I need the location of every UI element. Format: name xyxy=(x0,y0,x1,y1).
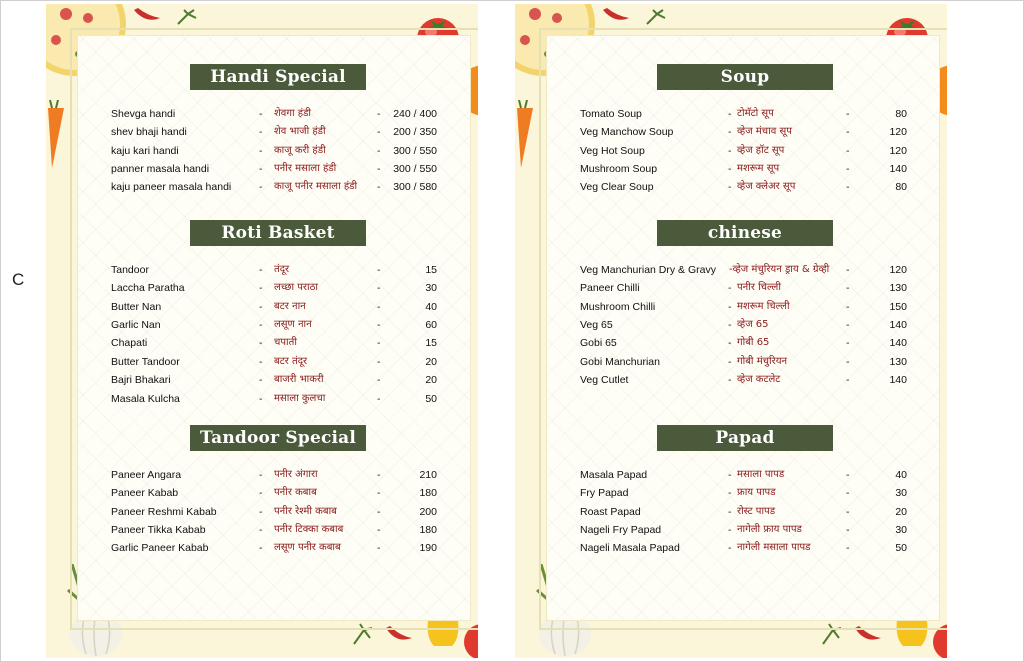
menu-item xyxy=(580,160,910,178)
menu-item xyxy=(111,160,451,178)
menu-page-right xyxy=(515,4,947,658)
menu-item xyxy=(580,105,910,123)
item-price: 140 xyxy=(889,319,907,331)
separator: - xyxy=(377,542,381,554)
item-price: 180 xyxy=(419,487,437,499)
leaf-decoration xyxy=(645,8,669,26)
item-local-name: पनीर मसाला हंडी xyxy=(274,163,337,174)
section-title-tandoor-special: Tandoor Special xyxy=(190,425,366,451)
separator: - xyxy=(259,524,263,536)
separator: - xyxy=(846,506,850,518)
item-name: Roast Papad xyxy=(580,506,641,518)
separator: - xyxy=(846,469,850,481)
item-local-name: लच्छा पराठा xyxy=(274,282,318,293)
separator: - xyxy=(259,469,263,481)
item-name: kaju paneer masala handi xyxy=(111,181,232,193)
item-name: Chapati xyxy=(111,337,148,349)
item-name: Mushroom Soup xyxy=(580,163,658,175)
item-price: 140 xyxy=(889,337,907,349)
side-label: C xyxy=(12,270,25,289)
item-local-name: फ्राय पापड xyxy=(737,487,776,498)
separator: - xyxy=(259,393,263,405)
separator: - xyxy=(377,301,381,313)
section-title-soup: Soup xyxy=(657,64,833,90)
menu-item xyxy=(111,390,451,408)
menu-item xyxy=(111,353,451,371)
item-local-name: लसूण नान xyxy=(274,319,312,330)
menu-item xyxy=(111,521,451,539)
item-name: Paneer Tikka Kabab xyxy=(111,524,206,536)
separator: - xyxy=(377,356,381,368)
item-price: 30 xyxy=(895,524,907,536)
item-name: Bajri Bhakari xyxy=(111,374,171,386)
item-price: 130 xyxy=(889,356,907,368)
menu-item xyxy=(111,123,451,141)
item-local-name: पनीर कबाब xyxy=(274,487,317,498)
item-price: 50 xyxy=(895,542,907,554)
separator: - xyxy=(846,337,850,349)
separator: - xyxy=(728,145,732,157)
menu-item xyxy=(580,521,910,539)
item-local-name: टोमॅटो सूप xyxy=(737,108,774,119)
menu-item xyxy=(580,484,910,502)
item-name: Mushroom Chilli xyxy=(580,301,656,313)
item-local-name: तंदूर xyxy=(274,264,290,275)
menu-item xyxy=(580,316,910,334)
separator: - xyxy=(259,374,263,386)
item-name: Veg Manchow Soup xyxy=(580,126,674,138)
item-price: 130 xyxy=(889,282,907,294)
separator: - xyxy=(728,487,732,499)
menu-item xyxy=(111,334,451,352)
item-local-name: पनीर अंगारा xyxy=(274,469,318,480)
menu-item xyxy=(580,279,910,297)
separator: - xyxy=(259,542,263,554)
item-price: 20 xyxy=(425,356,437,368)
separator: - xyxy=(377,319,381,331)
item-name: Veg Clear Soup xyxy=(580,181,654,193)
item-local-name: चपाती xyxy=(274,337,297,348)
item-price: 240 / 400 xyxy=(393,108,437,120)
separator: - xyxy=(846,301,850,313)
menu-item xyxy=(111,466,451,484)
item-local-name: पनीर टिक्का कबाब xyxy=(274,524,344,535)
item-price: 20 xyxy=(895,506,907,518)
separator: - xyxy=(728,126,732,138)
separator: - xyxy=(377,264,381,276)
separator: - xyxy=(377,145,381,157)
item-name: Butter Tandoor xyxy=(111,356,180,368)
item-name: Masala Kulcha xyxy=(111,393,180,405)
item-name: Paneer Angara xyxy=(111,469,182,481)
separator: - xyxy=(728,506,732,518)
item-local-name: -व्हेज मंचुरियन ड्राय & ग्रेव्ही xyxy=(729,264,830,275)
separator: - xyxy=(846,319,850,331)
carrot-decoration xyxy=(46,100,68,170)
item-local-name: काजू पनीर मसाला हंडी xyxy=(274,181,358,192)
item-price: 80 xyxy=(895,108,907,120)
separator: - xyxy=(259,163,263,175)
separator: - xyxy=(377,506,381,518)
item-price: 40 xyxy=(425,301,437,313)
menu-item xyxy=(111,142,451,160)
item-name: Gobi Manchurian xyxy=(580,356,660,368)
item-name: Paneer Reshmi Kabab xyxy=(111,506,217,518)
item-local-name: नागेली फ्राय पापड xyxy=(737,524,802,535)
item-local-name: शेव भाजी हंडी xyxy=(274,126,326,137)
item-name: Gobi 65 xyxy=(580,337,617,349)
separator: - xyxy=(259,282,263,294)
menu-item xyxy=(580,123,910,141)
separator: - xyxy=(259,126,263,138)
item-local-name: शेवगा हंडी xyxy=(274,108,312,119)
chili-decoration xyxy=(601,6,631,24)
separator: - xyxy=(728,356,732,368)
item-local-name: काजू करी हंडी xyxy=(274,145,326,156)
item-price: 180 xyxy=(419,524,437,536)
separator: - xyxy=(846,181,850,193)
menu-item xyxy=(580,142,910,160)
separator: - xyxy=(728,524,732,536)
menu-item xyxy=(580,466,910,484)
separator: - xyxy=(846,264,850,276)
section-title-papad: Papad xyxy=(657,425,833,451)
menu-item xyxy=(111,371,451,389)
separator: - xyxy=(377,524,381,536)
chili-decoration xyxy=(132,6,162,24)
item-price: 40 xyxy=(895,469,907,481)
separator: - xyxy=(728,542,732,554)
item-price: 60 xyxy=(425,319,437,331)
item-price: 15 xyxy=(425,264,437,276)
item-price: 15 xyxy=(425,337,437,349)
item-local-name: मसाला पापड xyxy=(737,469,785,480)
separator: - xyxy=(259,145,263,157)
menu-item xyxy=(580,178,910,196)
separator: - xyxy=(846,282,850,294)
item-local-name: व्हेज कटलेट xyxy=(737,374,781,385)
item-name: Veg 65 xyxy=(580,319,613,331)
item-local-name: गोबी 65 xyxy=(737,337,770,348)
item-local-name: व्हेज क्लेअर सूप xyxy=(737,181,796,192)
separator: - xyxy=(846,356,850,368)
item-price: 80 xyxy=(895,181,907,193)
separator: - xyxy=(846,108,850,120)
menu-item xyxy=(580,539,910,557)
item-name: Veg Cutlet xyxy=(580,374,629,386)
separator: - xyxy=(259,337,263,349)
item-price: 30 xyxy=(425,282,437,294)
separator: - xyxy=(846,542,850,554)
menu-item xyxy=(580,371,910,389)
item-name: Shevga handi xyxy=(111,108,176,120)
item-price: 140 xyxy=(889,163,907,175)
item-price: 120 xyxy=(889,145,907,157)
separator: - xyxy=(728,108,732,120)
separator: - xyxy=(728,337,732,349)
separator: - xyxy=(377,374,381,386)
section-title-handi-special: Handi Special xyxy=(190,64,366,90)
separator: - xyxy=(377,126,381,138)
separator: - xyxy=(259,108,263,120)
separator: - xyxy=(259,506,263,518)
menu-page-left xyxy=(46,4,478,658)
menu-item xyxy=(580,298,910,316)
item-price: 210 xyxy=(419,469,437,481)
menu-item xyxy=(111,484,451,502)
carrot-decoration xyxy=(515,100,537,170)
separator: - xyxy=(377,108,381,120)
item-local-name: मसाला कुलचा xyxy=(274,393,326,404)
item-local-name: लसूण पनीर कबाब xyxy=(274,542,341,553)
item-name: Laccha Paratha xyxy=(111,282,185,294)
separator: - xyxy=(259,301,263,313)
item-price: 30 xyxy=(895,487,907,499)
separator: - xyxy=(377,487,381,499)
item-local-name: व्हेज हॉट सूप xyxy=(737,145,785,156)
item-name: Tomato Soup xyxy=(580,108,642,120)
separator: - xyxy=(377,393,381,405)
section-title-roti-basket: Roti Basket xyxy=(190,220,366,246)
menu-item xyxy=(111,298,451,316)
separator: - xyxy=(259,319,263,331)
item-name: Nageli Masala Papad xyxy=(580,542,680,554)
separator: - xyxy=(259,356,263,368)
item-price: 120 xyxy=(889,126,907,138)
item-local-name: बटर नान xyxy=(274,301,306,312)
item-local-name: व्हेज 65 xyxy=(737,319,769,330)
menu-item xyxy=(111,105,451,123)
item-local-name: मशरूम सूप xyxy=(737,163,780,174)
item-name: Nageli Fry Papad xyxy=(580,524,662,536)
separator: - xyxy=(728,469,732,481)
item-price: 140 xyxy=(889,374,907,386)
item-name: Butter Nan xyxy=(111,301,162,313)
item-name: Fry Papad xyxy=(580,487,629,499)
separator: - xyxy=(728,163,732,175)
item-local-name: गोबी मंचुरियन xyxy=(737,356,788,367)
menu-item xyxy=(111,316,451,334)
menu-item xyxy=(111,279,451,297)
menu-item xyxy=(111,539,451,557)
item-local-name: पनीर रेश्मी कबाब xyxy=(274,506,337,517)
separator: - xyxy=(728,301,732,313)
item-local-name: मशरूम चिल्ली xyxy=(737,301,790,312)
item-name: Masala Papad xyxy=(580,469,648,481)
item-name: Veg Manchurian Dry & Gravy xyxy=(580,264,716,276)
separator: - xyxy=(846,163,850,175)
separator: - xyxy=(846,524,850,536)
separator: - xyxy=(728,319,732,331)
item-local-name: नागेली मसाला पापड xyxy=(737,542,811,553)
item-name: Paneer Kabab xyxy=(111,487,179,499)
item-price: 150 xyxy=(889,301,907,313)
separator: - xyxy=(377,337,381,349)
item-price: 300 / 550 xyxy=(393,145,437,157)
item-local-name: रोस्ट पापड xyxy=(737,506,776,517)
item-price: 50 xyxy=(425,393,437,405)
item-name: panner masala handi xyxy=(111,163,210,175)
separator: - xyxy=(377,469,381,481)
separator: - xyxy=(259,487,263,499)
separator: - xyxy=(846,487,850,499)
menu-item xyxy=(111,503,451,521)
item-name: kaju kari handi xyxy=(111,145,179,157)
separator: - xyxy=(846,374,850,386)
menu-item xyxy=(580,503,910,521)
item-price: 20 xyxy=(425,374,437,386)
menu-item xyxy=(580,334,910,352)
menu-item xyxy=(111,261,451,279)
item-local-name: बाजरी भाकरी xyxy=(274,374,324,385)
item-price: 300 / 580 xyxy=(393,181,437,193)
separator: - xyxy=(259,264,263,276)
item-local-name: पनीर चिल्ली xyxy=(737,282,781,293)
item-price: 190 xyxy=(419,542,437,554)
item-price: 300 / 550 xyxy=(393,163,437,175)
item-name: Tandoor xyxy=(111,264,149,276)
separator: - xyxy=(728,181,732,193)
item-name: shev bhaji handi xyxy=(111,126,187,138)
separator: - xyxy=(377,181,381,193)
item-price: 200 xyxy=(419,506,437,518)
item-price: 120 xyxy=(889,264,907,276)
separator: - xyxy=(728,282,732,294)
separator: - xyxy=(728,374,732,386)
separator: - xyxy=(377,282,381,294)
leaf-decoration xyxy=(176,8,200,26)
item-local-name: व्हेज मंचाव सूप xyxy=(737,126,792,137)
separator: - xyxy=(377,163,381,175)
item-local-name: बटर तंदूर xyxy=(274,356,308,367)
menu-item xyxy=(111,178,451,196)
item-name: Garlic Paneer Kabab xyxy=(111,542,209,554)
menu-item xyxy=(580,261,910,279)
menu-item xyxy=(580,353,910,371)
separator: - xyxy=(846,145,850,157)
section-title-chinese: chinese xyxy=(657,220,833,246)
item-name: Garlic Nan xyxy=(111,319,161,331)
item-name: Paneer Chilli xyxy=(580,282,640,294)
item-price: 200 / 350 xyxy=(393,126,437,138)
separator: - xyxy=(846,126,850,138)
separator: - xyxy=(259,181,263,193)
item-name: Veg Hot Soup xyxy=(580,145,645,157)
